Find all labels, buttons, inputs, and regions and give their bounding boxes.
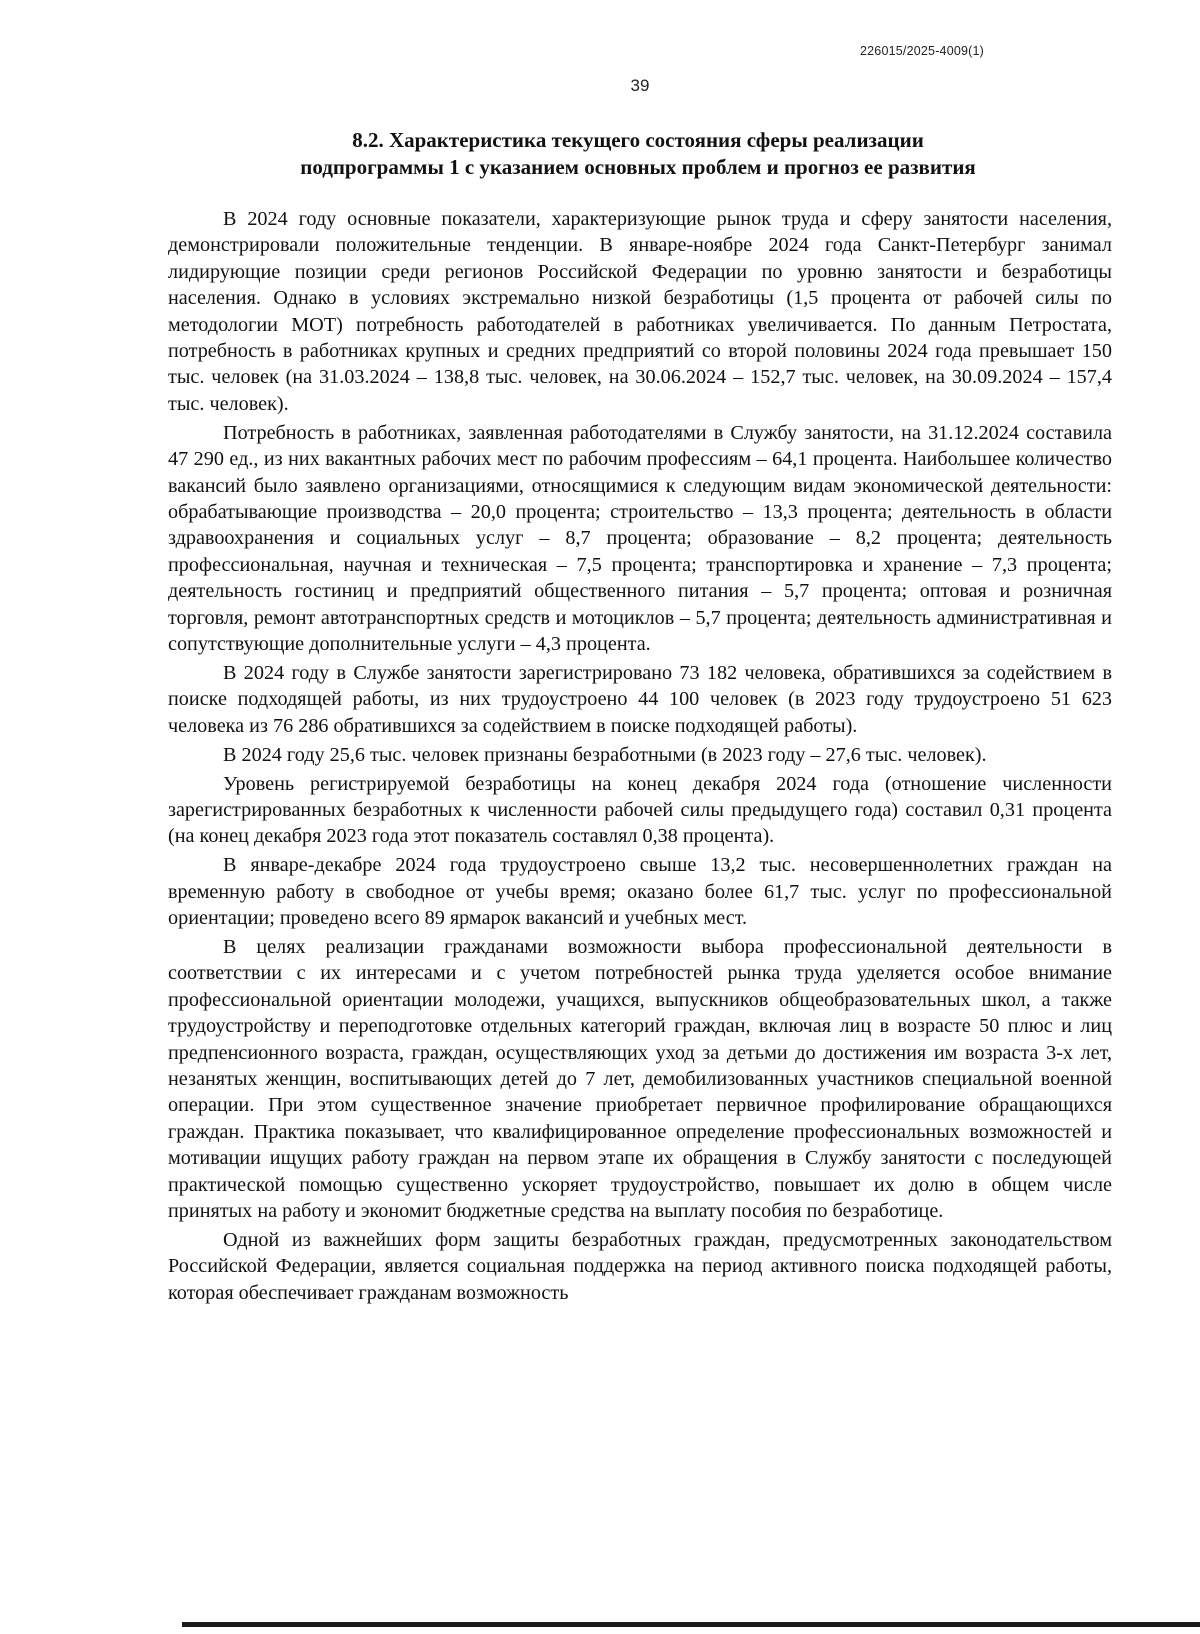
paragraph-unemployed-count: В 2024 году 25,6 тыс. человек признаны безработными (в 2023 году – 27,6 тыс. человек). [223,743,987,766]
paragraph-employer-demand: Потребность в работниках, заявленная работодателями в Службу занятости, на 31.12.2024 составила 47 290 ед., из них вакантных рабочих мест по рабочим профессиям – 64,1 процента. Наибольшее количество вакансий было заявлено организациями, относящимися к следующим видам экономической деятельности: обрабатывающие производства – 20,0 процента; строительство – 13,3 процента; деятельность в области здравоохранения и социальных услуг – 8,7 процента; образование – 8,2 процента; деятельность профессиональная, научная и техническая – 7,5 процента; транспортировка и хранение – 7,3 процента; деятельность гостиниц и предприятий общественного питания – 5,7 процента; оптовая и розничная торговля, ремонт автотранспортных средств и мотоциклов – 5,7 процента; деятельность административная и сопутствующие дополнительные услуги – 4,3 процента. [168,421,1112,655]
paragraph-unemployment-rate: Уровень регистрируемой безработицы на конец декабря 2024 года (отношение численности зарегистрированных безработных к численности рабочей силы предыдущего года) составил 0,31 процента (на конец декабря 2023 года этот показатель составлял 0,38 процента). [168,772,1112,848]
section-heading [170,127,1106,181]
section-heading-line-1: 8.2. Характеристика текущего состояния сферы реализации [352,128,924,152]
paragraph-registered-job-seekers: В 2024 году в Службе занятости зарегистрировано 73 182 человека, обратившихся за содействием в поиске подходящей работы, из них трудоустроено 44 100 человек (в 2023 году трудоустроено 51 623 человека из 76 286 обратившихся за содействием в поиске подходящей работы). [168,661,1112,737]
body-text [168,206,1112,1309]
paragraph-career-guidance: В целях реализации гражданами возможности выбора профессиональной деятельности в соответствии с их интересами и с учетом потребностей рынка труда уделяется особое внимание профессиональной ориентации молодежи, учащихся, выпускников общеобразовательных школ, а также трудоустройству и переподготовке отдельных категорий граждан, включая лиц в возрасте 50 плюс и лиц предпенсионного возраста, граждан, осуществляющих уход за детьми до достижения им возраста 3-х лет, незанятых женщин, воспитывающих детей до 7 лет, демобилизованных участников специальной военной операции. При этом существенное значение приобретает первичное профилирование обращающихся граждан. Практика показывает, что квалифицированное определение профессиональных возможностей и мотивации ищущих работу граждан на первом этапе их обращения в Службу занятости с последующей практической помощью существенно ускоряет трудоустройство, повышает их долю в общем числе принятых на работу и экономит бюджетные средства на выплату пособия по безработице. [168,935,1112,1223]
paragraph-labor-market-overview: В 2024 году основные показатели, характеризующие рынок труда и сферу занятости населения, демонстрировали положительные тенденции. В январе-ноябре 2024 года Санкт-Петербург занимал лидирующие позиции среди регионов Российской Федерации по уровню занятости и безработицы населения. Однако в условиях экстремально низкой безработицы (1,5 процента от рабочей силы по методологии МОТ) потребность работодателей в работниках увеличивается. По данным Петростата, потребность в работниках крупных и средних предприятий со второй половины 2024 года превышает 150 тыс. человек (на 31.03.2024 – 138,8 тыс. человек, на 30.06.2024 – 152,7 тыс. человек, на 30.09.2024 – 157,4 тыс. человек). [168,208,1112,415]
paragraph-youth-employment: В январе-декабре 2024 года трудоустроено свыше 13,2 тыс. несовершеннолетних граждан на временную работу в свободное от учебы время; оказано более 61,7 тыс. услуг по профессиональной ориентации; проведено всего 89 ярмарок вакансий и учебных мест. [168,854,1112,930]
document-registration-number: 226015/2025-4009(1) [860,44,985,58]
scan-bottom-edge [182,1622,1200,1627]
page-number: 39 [630,76,650,95]
paragraph-social-support: Одной из важнейших форм защиты безработных граждан, предусмотренных законодательством Российской Федерации, является социальная поддержка на период активного поиска подходящей работы, которая обеспечивает гражданам возможность [168,1228,1112,1304]
section-heading-line-2: подпрограммы 1 с указанием основных проблем и прогноз ее развития [300,155,976,179]
